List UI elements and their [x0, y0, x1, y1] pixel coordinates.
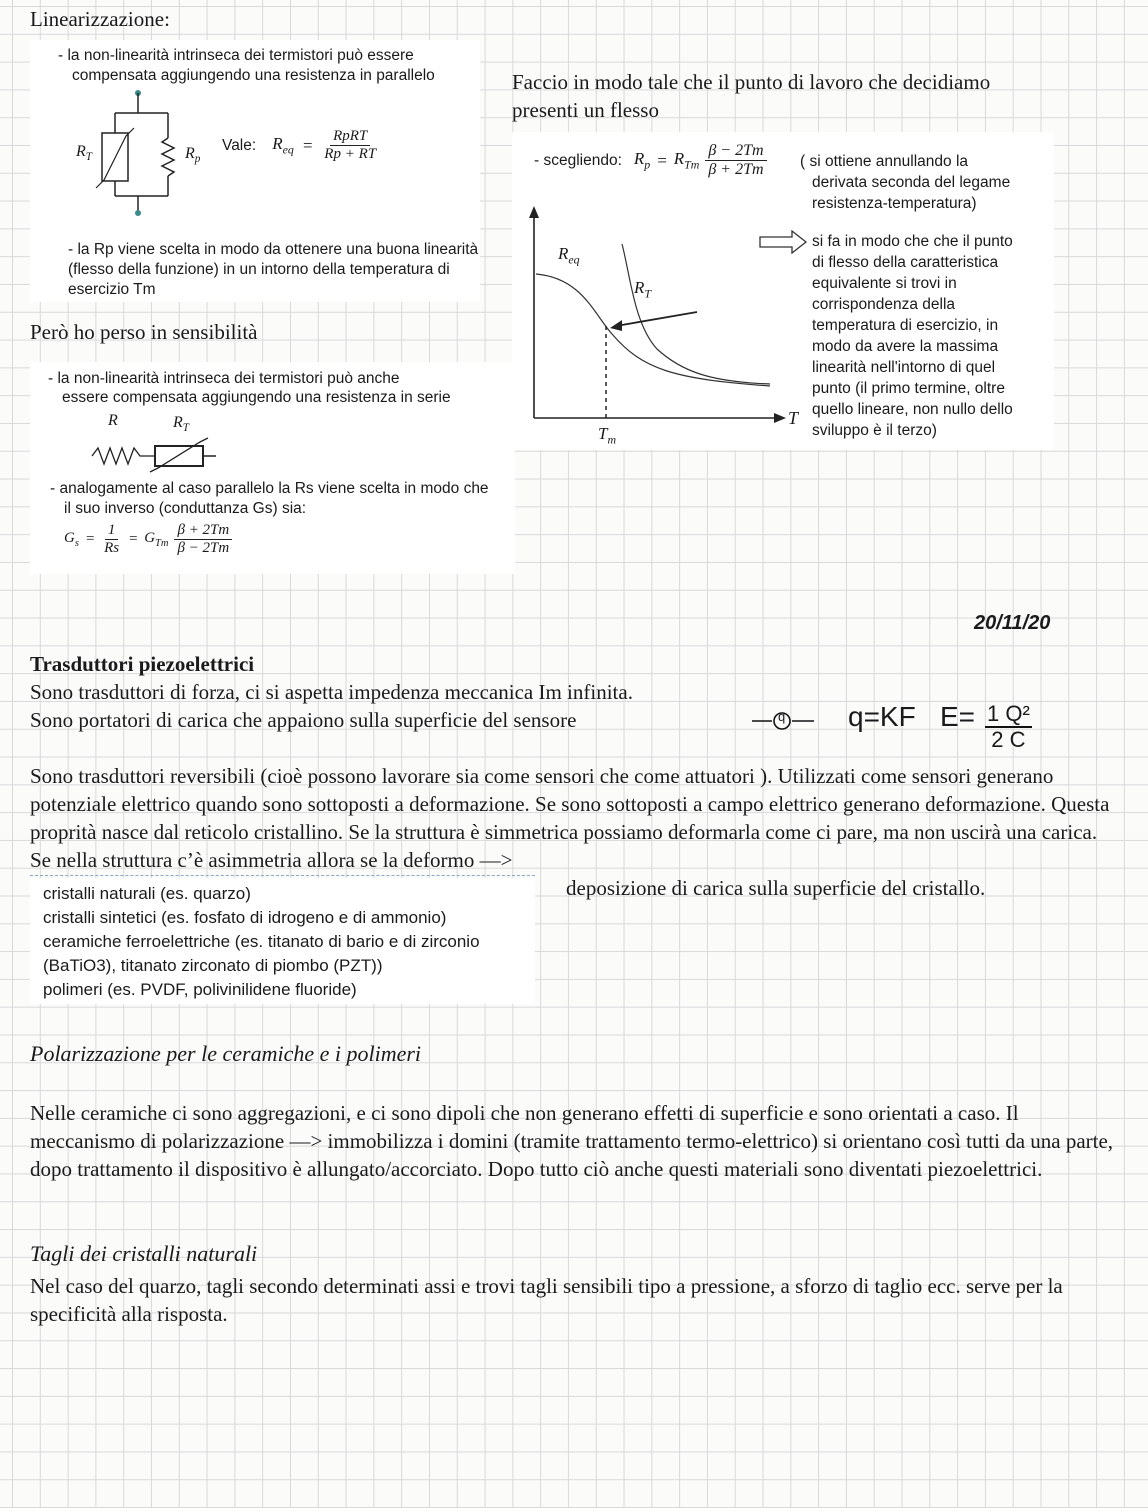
parallel-intro-line2: compensata aggiungendo una resistenza in parallelo — [72, 67, 435, 84]
note-b-line6: modo da avere la massima — [812, 338, 999, 355]
piezo-paragraph-end: deposizione di carica sulla superficie del cristallo. — [566, 876, 986, 900]
material-item-4: (BaTiO3), titanato zirconato di piombo (PZT)) — [43, 956, 383, 975]
handwritten-energy-den: 2 C — [991, 727, 1026, 752]
parallel-resistor-figure — [30, 40, 480, 302]
handwritten-energy-fraction — [985, 702, 1032, 752]
charge-source-label: q — [778, 709, 786, 724]
piezo-paragraph: Sono trasduttori reversibili (cioè possono lavorare sia come sensori che come attuatori ). Utilizzati come sensori generano potenziale elettrico quando sono sottoposti a deformazione. Se sono sottoposti a campo elettrico generano deformazione. Questa proprità nasce dal reticolo cristallino. Se la struttura è simmetrica possiamo deformarla come ci pare, ma non uscirà una carica. Se nella struttura c’è asimmetria allora se la deformo —> — [30, 764, 1110, 872]
piezo-line1: Sono trasduttori di forza, ci si aspetta impedenza meccanica Im infinita. — [30, 680, 633, 704]
section-title-piezo: Trasduttori piezoelettrici — [30, 652, 255, 676]
note-b-line4: corrispondenza della — [812, 296, 956, 313]
note-b-line7: linearità nell'intorno di quel — [812, 359, 996, 376]
material-item-5: polimeri (es. PVDF, polivinilidene fluoride) — [43, 980, 357, 999]
graph-label-req: $R_{eq}$ — [558, 244, 580, 267]
gtm-symbol: $G_{Tm}$ — [144, 530, 169, 549]
rp-fraction-den: β + 2Tm — [708, 161, 764, 178]
choosing-label: - scegliendo: — [534, 151, 622, 169]
gs-equals-2: = — [128, 531, 139, 547]
note-b-line3: equivalente si trovi in — [812, 275, 957, 292]
flex-text-line1: Faccio in modo tale che il punto di lavoro che decidiamo — [512, 70, 991, 94]
note-b-line5: temperatura di esercizio, in — [812, 317, 999, 334]
flex-point-figure — [512, 132, 1054, 450]
rp-note-line1: - la Rp viene scelta in modo da ottenere una buona linearità — [68, 241, 479, 258]
note-b-line10: sviluppo è il terzo) — [812, 422, 937, 439]
parallel-intro-line1: - la non-linearità intrinseca dei termistori può essere — [58, 47, 414, 64]
dashed-divider — [30, 875, 535, 876]
req-symbol: $R_{eq}$ — [272, 133, 294, 157]
parallel-circuit-diagram — [90, 88, 200, 218]
series-label-r: R — [108, 412, 118, 429]
handwritten-energy-num: 1 Q² — [987, 701, 1030, 726]
handwritten-e-label: E= — [940, 701, 976, 732]
rp-fraction-num: β − 2Tm — [705, 142, 766, 161]
note-b-line8: punto (il primo termine, oltre — [812, 380, 1005, 397]
rp-choice-formula — [534, 142, 767, 179]
polarization-paragraph: Nelle ceramiche ci sono aggregazioni, e ci sono dipoli che non generano effetti di superficie e sono orientati a caso. Il meccanismo di polarizzazione —> immobilizza i domini (tramite trattamento termo-elettrico) si orientano così tutti da una parte, dopo trattamento il dispositivo è allungato/accorciato. Dopo tutto ciò anche questi materiali sono diventati piezoelettrici. — [30, 1101, 1114, 1181]
materials-list — [30, 878, 535, 1004]
graph-label-rt: $R_T$ — [634, 278, 652, 301]
series-note-line2: il suo inverso (conduttanza Gs) sia: — [64, 500, 307, 517]
rtm-symbol: $R_{Tm}$ — [673, 148, 700, 172]
section-title-crystal-cuts: Tagli dei cristalli naturali — [30, 1241, 258, 1266]
gs-fraction-2-den: β − 2Tm — [177, 540, 230, 556]
resistance-temperature-graph — [522, 204, 792, 444]
handwritten-q-kf: q=KF — [848, 701, 916, 732]
material-item-2: cristalli sintetici (es. fosfato di idrogeno e di ammonio) — [43, 908, 447, 927]
label-rt: $R_T$ — [76, 143, 93, 164]
series-intro-line2: essere compensata aggiungendo una resistenza in serie — [62, 389, 451, 406]
label-rp: $R_p$ — [185, 145, 201, 166]
gs-fraction-2 — [174, 522, 232, 557]
note-a-line1: ( si ottiene annullando la — [800, 153, 969, 170]
sensitivity-text: Però ho perso in sensibilità — [30, 320, 258, 344]
gs-equals-1: = — [84, 531, 96, 547]
note-b-line1: si fa in modo che che il punto — [812, 233, 1013, 250]
note-a-line2: derivata seconda del legame — [812, 174, 1011, 191]
series-intro-line1: - la non-linearità intrinseca dei termistori può anche — [48, 370, 400, 387]
series-note-line1: - analogamente al caso parallelo la Rs viene scelta in modo che — [50, 480, 489, 497]
req-formula — [222, 128, 379, 163]
series-label-rt: $R_T$ — [173, 414, 190, 435]
rp-fraction — [705, 142, 766, 179]
graph-label-t: T — [788, 408, 799, 428]
series-resistor-figure — [30, 362, 515, 574]
material-item-3: ceramiche ferroelettriche (es. titanato di bario e di zirconio — [43, 932, 480, 951]
section-title-polarization: Polarizzazione per le ceramiche e i polimeri — [30, 1041, 422, 1066]
gs-fraction-2-num: β + 2Tm — [174, 522, 232, 540]
gs-fraction-1-num: 1 — [105, 522, 119, 540]
req-denominator: Rp + RT — [324, 146, 377, 162]
note-b-line2: di flesso della caratteristica — [812, 254, 999, 271]
rp-equals: = — [656, 150, 668, 170]
rp-note-line3: esercizio Tm — [68, 281, 156, 298]
note-a-line3: resistenza-temperatura) — [812, 195, 977, 212]
flex-text-line2: presenti un flesso — [512, 98, 659, 122]
date-label: 20/11/20 — [974, 612, 1051, 634]
gs-fraction-1-den: Rs — [104, 540, 120, 556]
note-b-line9: quello lineare, non nullo dello — [812, 401, 1013, 418]
req-fraction — [321, 128, 379, 163]
req-numerator: RpRT — [330, 128, 370, 146]
series-circuit-diagram — [90, 434, 220, 474]
piezo-line2: Sono portatori di carica che appaiono sulla superficie del sensore — [30, 708, 577, 732]
gs-fraction-1 — [101, 522, 122, 557]
material-item-1: cristalli naturali (es. quarzo) — [43, 884, 251, 903]
req-equals: = — [301, 135, 314, 155]
vale-label: Vale: — [222, 136, 257, 154]
gs-symbol: $G_s$ — [64, 530, 79, 549]
gs-formula — [64, 522, 232, 557]
crystal-cuts-paragraph: Nel caso del quarzo, tagli secondo determinati assi e trovi tagli sensibili tipo a pressione, a sforzo di taglio ecc. serve per la specificità alla risposta. — [30, 1274, 1063, 1326]
rp-symbol: $R_p$ — [633, 148, 651, 172]
graph-label-tm: $T_m$ — [598, 424, 617, 447]
rp-note-line2: (flesso della funzione) in un intorno della temperatura di — [68, 261, 450, 278]
section-title-linearization: Linearizzazione: — [30, 7, 170, 31]
